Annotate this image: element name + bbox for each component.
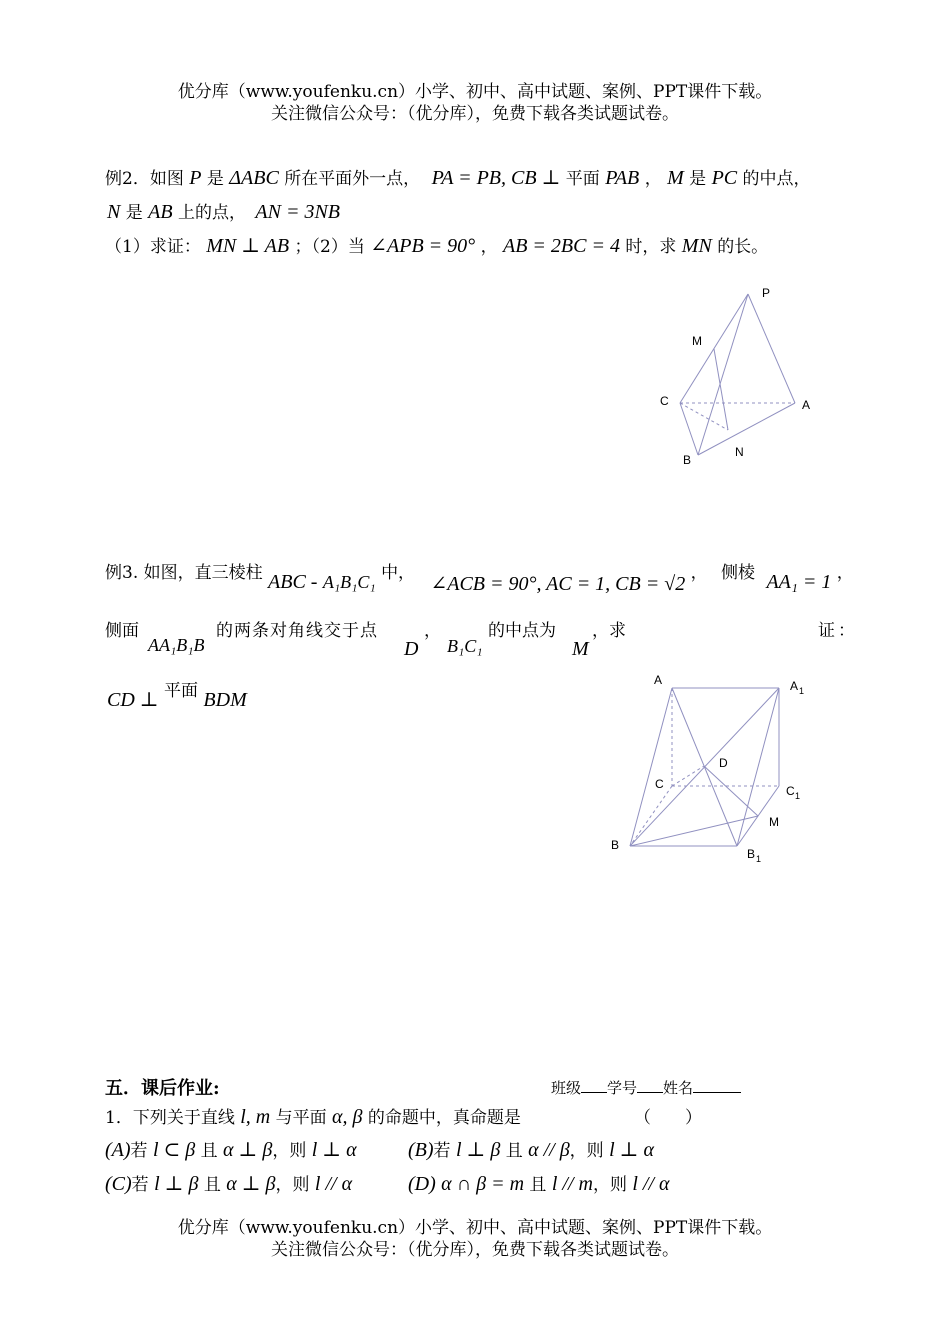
- segment-b1c1: B₁C₁: [447, 636, 483, 656]
- text: 的命题中，真命题是: [367, 1108, 521, 1128]
- option-a-cond1: l ⊂ β: [152, 1139, 196, 1161]
- ex3-prove-text: ，求: [592, 621, 626, 641]
- option-a: [105, 1136, 357, 1162]
- label-d: D: [719, 756, 728, 770]
- planes-ab: α, β: [332, 1106, 363, 1128]
- label-a1-sub: 1: [799, 686, 805, 696]
- label-c1: C: [786, 784, 795, 798]
- option-d: [408, 1170, 670, 1196]
- option-c-cond1: l ⊥ β: [154, 1173, 199, 1195]
- text: 若: [433, 1141, 451, 1161]
- text: 且: [203, 1175, 221, 1195]
- conclusion-cd: CD ⊥: [107, 689, 159, 711]
- point-n: N: [107, 201, 121, 223]
- text: 是: [125, 203, 143, 223]
- edge-ab: [630, 688, 672, 846]
- point-p: P: [189, 167, 202, 189]
- segment-bm: [630, 816, 758, 846]
- label-c: C: [660, 394, 669, 408]
- question-1-expr: MN ⊥ AB: [206, 235, 290, 257]
- option-c-label: (C): [105, 1173, 132, 1195]
- text: 平面: [164, 681, 198, 701]
- text: ，则: [569, 1141, 604, 1161]
- option-b: [408, 1136, 654, 1162]
- text: 时，求: [625, 237, 677, 257]
- text: 中，: [381, 563, 416, 583]
- point-m-ex3: M: [572, 638, 589, 660]
- text: 且: [505, 1141, 523, 1161]
- label-a: A: [802, 398, 811, 412]
- plane-pab: PAB: [605, 167, 640, 189]
- text: 平面: [565, 169, 600, 189]
- option-d-cond1: α ∩ β = m: [441, 1173, 525, 1195]
- footer-line1: 优分库（www.youfenku.cn）小学、初中、高中试题、案例、PPT课件下载。: [177, 1218, 773, 1238]
- label-a: A: [654, 673, 663, 687]
- label-b1: B: [747, 847, 756, 861]
- edge-aa1: AA₁ = 1: [766, 571, 832, 593]
- text: ，则: [592, 1175, 627, 1195]
- plane-bdm: BDM: [203, 689, 247, 711]
- text: 上的点，: [178, 203, 246, 223]
- label-b: B: [611, 838, 620, 852]
- option-a-label: (A): [105, 1139, 131, 1161]
- label-c1-sub: 1: [795, 791, 801, 801]
- segment-ab: AB: [148, 201, 173, 223]
- header-line1: 优分库（www.youfenku.cn）小学、初中、高中试题、案例、PPT课件下载。: [177, 82, 773, 102]
- option-a-result: l ⊥ α: [311, 1139, 357, 1161]
- name-label: 姓名: [663, 1079, 694, 1097]
- prism-abc: ABC -: [268, 571, 318, 593]
- option-d-label: (D): [408, 1173, 436, 1195]
- text: ，: [690, 563, 708, 583]
- point-m: M: [667, 167, 684, 189]
- text: ，: [836, 563, 854, 583]
- text: 的长。: [717, 237, 769, 257]
- equation-an: AN = 3NB: [255, 201, 341, 223]
- ex3-line2-text: 侧面: [105, 621, 139, 641]
- ex3-label: 例3. 如图，直三棱柱: [105, 563, 263, 583]
- class-label: 班级: [551, 1079, 582, 1097]
- label-p: P: [762, 286, 771, 300]
- text: ，: [424, 621, 441, 641]
- ex3-conditions: ∠ACB = 90°, AC = 1, CB = √2: [430, 573, 686, 595]
- hw1-stem: [105, 1103, 521, 1129]
- option-c: [105, 1170, 352, 1196]
- option-c-cond2: α ⊥ β: [226, 1173, 276, 1195]
- prism-a1b1c1: A₁B₁C₁: [322, 572, 376, 592]
- text: 且: [200, 1141, 218, 1161]
- text: 的中点，: [742, 169, 811, 189]
- segment-mn: MN: [681, 235, 712, 257]
- text: 1．下列关于直线: [105, 1108, 235, 1128]
- name-blank[interactable]: [693, 1092, 741, 1093]
- label-b: B: [683, 453, 692, 467]
- question-2-angle: ∠APB = 90°: [370, 235, 476, 257]
- text: 若: [130, 1141, 148, 1161]
- lines-lm: l, m: [240, 1106, 271, 1128]
- student-info: [551, 1077, 741, 1098]
- student-id-label: 学号: [607, 1079, 638, 1097]
- question-2-expr: AB = 2BC = 4: [502, 235, 620, 257]
- option-a-cond2: α ⊥ β: [223, 1139, 273, 1161]
- text: ，: [644, 169, 662, 189]
- segment-dm: [704, 766, 758, 816]
- answer-paren[interactable]: （ ）: [634, 1108, 702, 1128]
- text: ，: [480, 237, 498, 257]
- student-id-blank[interactable]: [637, 1092, 663, 1093]
- face-aa1b1b: AA₁B₁B: [148, 635, 205, 655]
- text: 且: [529, 1175, 547, 1195]
- text: ，则: [272, 1141, 307, 1161]
- ex2-label: 例2．如图: [105, 169, 184, 189]
- text: 是: [206, 169, 224, 189]
- option-b-cond1: l ⊥ β: [455, 1139, 501, 1161]
- question-1-label: （1）求证：: [105, 237, 201, 257]
- option-b-cond2: α // β: [528, 1139, 570, 1161]
- option-b-result: l ⊥ α: [609, 1139, 654, 1161]
- option-d-cond2: l // m: [551, 1173, 593, 1195]
- edge-cb-hidden: [630, 786, 672, 846]
- ex3-diag-text: 的两条对角线交于点: [216, 621, 378, 641]
- text: ，则: [275, 1175, 310, 1195]
- label-b1-sub: 1: [756, 854, 762, 864]
- ex3-zheng-text: 证: [818, 621, 835, 641]
- class-blank[interactable]: [581, 1092, 607, 1093]
- segment-cd-hidden: [672, 766, 704, 786]
- label-m: M: [769, 815, 779, 829]
- label-c: C: [655, 777, 664, 791]
- header-line2: 关注微信公众号：（优分库），免费下载各类试题试卷。: [271, 104, 679, 124]
- text: 与平面: [275, 1108, 327, 1128]
- text: 是: [689, 169, 707, 189]
- footer-line2: 关注微信公众号：（优分库），免费下载各类试题试卷。: [271, 1240, 679, 1260]
- segment-pc: PC: [711, 167, 738, 189]
- option-c-result: l // α: [314, 1173, 353, 1195]
- text: 侧棱: [721, 563, 756, 583]
- question-2-label: ；（2）当: [294, 237, 365, 257]
- label-n: N: [735, 445, 744, 459]
- option-d-result: l // α: [632, 1173, 670, 1195]
- section-5-title: 五．课后作业:: [105, 1078, 220, 1099]
- triangle-abc: ΔABC: [229, 167, 279, 189]
- ex3-mid-text: 的中点为: [488, 621, 556, 641]
- label-a1: A: [790, 679, 799, 693]
- equation-pa-pb: PA = PB, CB ⊥: [431, 167, 561, 189]
- text: 所在平面外一点，: [284, 169, 421, 189]
- option-b-label: (B): [408, 1139, 434, 1161]
- label-m: M: [692, 334, 702, 348]
- text: 若: [131, 1175, 149, 1195]
- point-d: D: [404, 638, 419, 660]
- text: ：: [838, 621, 855, 641]
